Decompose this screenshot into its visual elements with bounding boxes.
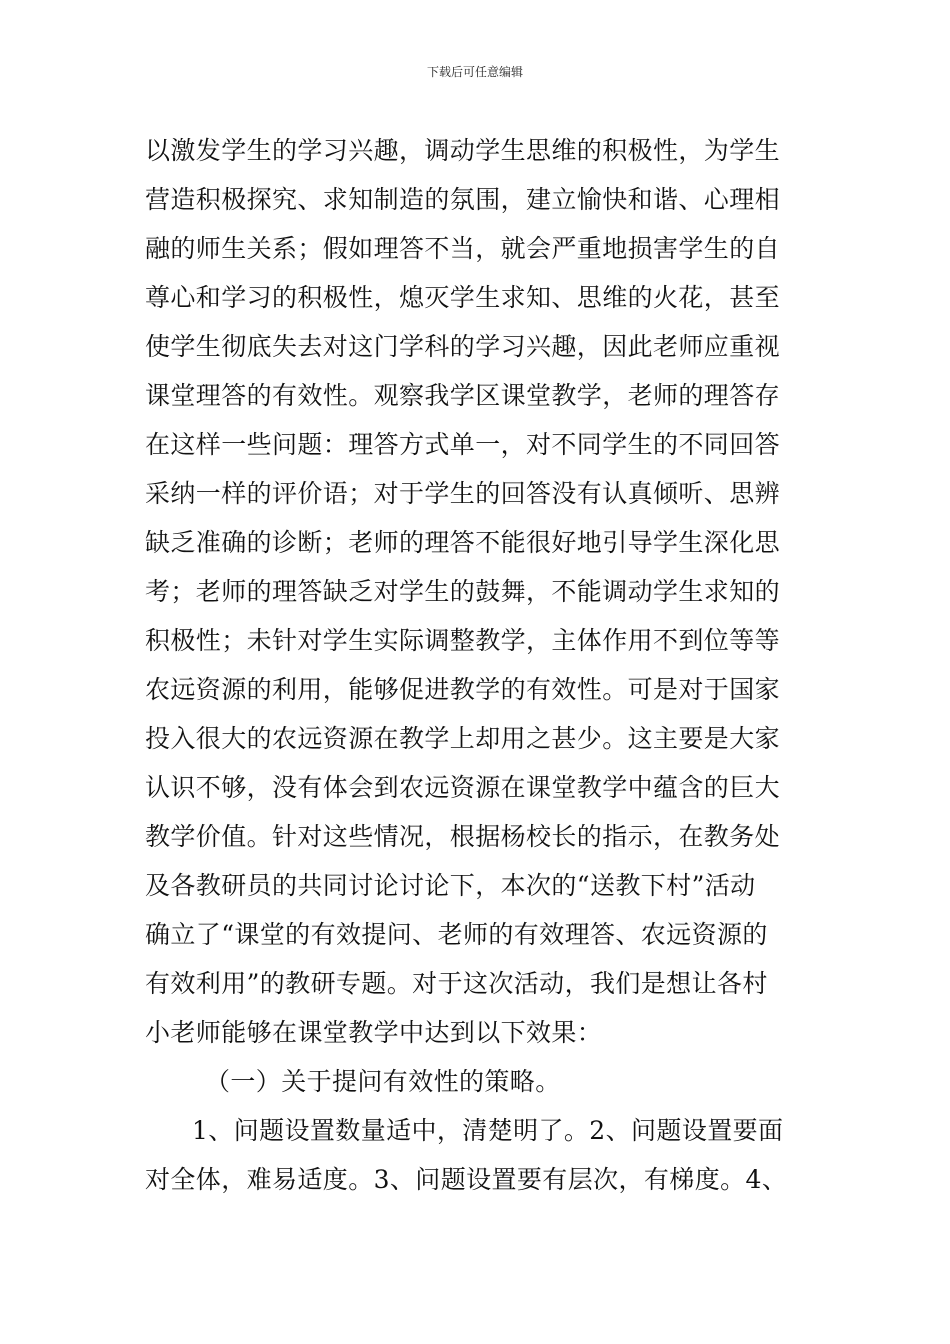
text-line: 以激发学生的学习兴趣，调动学生思维的积极性，为学生 bbox=[145, 136, 781, 165]
page-header: 下载后可任意编辑 bbox=[426, 65, 523, 79]
text-line: 营造积极探究、求知制造的氛围，建立愉快和谐、心理相 bbox=[145, 185, 781, 214]
text-line: 对全体，难易适度。3、问题设置要有层次，有梯度。4、 bbox=[145, 1165, 788, 1194]
body-text bbox=[145, 126, 810, 1204]
text-line: 投入很大的农远资源在教学上却用之甚少。这主要是大家 bbox=[145, 724, 781, 753]
text-line: 融的师生关系；假如理答不当，就会严重地损害学生的自 bbox=[145, 234, 781, 263]
text-line: 有效利用”的教研专题。对于这次活动，我们是想让各村 bbox=[145, 969, 768, 998]
text-line: 缺乏准确的诊断；老师的理答不能很好地引导学生深化思 bbox=[145, 528, 781, 557]
text-line: 尊心和学习的积极性，熄灭学生求知、思维的火花，甚至 bbox=[145, 283, 781, 312]
text-line: 及各教研员的共同讨论讨论下，本次的“送教下村”活动 bbox=[145, 871, 756, 900]
text-line: 课堂理答的有效性。观察我学区课堂教学，老师的理答存 bbox=[145, 381, 781, 410]
text-line: 积极性；未针对学生实际调整教学，主体作用不到位等等 bbox=[145, 626, 781, 655]
text-line: 小老师能够在课堂教学中达到以下效果： bbox=[145, 1018, 603, 1047]
text-line: 考；老师的理答缺乏对学生的鼓舞，不能调动学生求知的 bbox=[145, 577, 781, 606]
text-line: 农远资源的利用，能够促进教学的有效性。可是对于国家 bbox=[145, 675, 781, 704]
text-line: 确立了“课堂的有效提问、老师的有效理答、农远资源的 bbox=[145, 920, 768, 949]
text-line: 在这样一些问题：理答方式单一，对不同学生的不同回答 bbox=[145, 430, 781, 459]
text-line: 采纳一样的评价语；对于学生的回答没有认真倾听、思辨 bbox=[145, 479, 781, 508]
text-line: 使学生彻底失去对这门学科的学习兴趣，因此老师应重视 bbox=[145, 332, 781, 361]
text-line: 认识不够，没有体会到农远资源在课堂教学中蕴含的巨大 bbox=[145, 773, 781, 802]
section-heading: （一）关于提问有效性的策略。 bbox=[205, 1067, 561, 1096]
text-line: 教学价值。针对这些情况，根据杨校长的指示，在教务处 bbox=[145, 822, 781, 851]
text-line: 1、问题设置数量适中，清楚明了。2、问题设置要面 bbox=[192, 1116, 784, 1145]
